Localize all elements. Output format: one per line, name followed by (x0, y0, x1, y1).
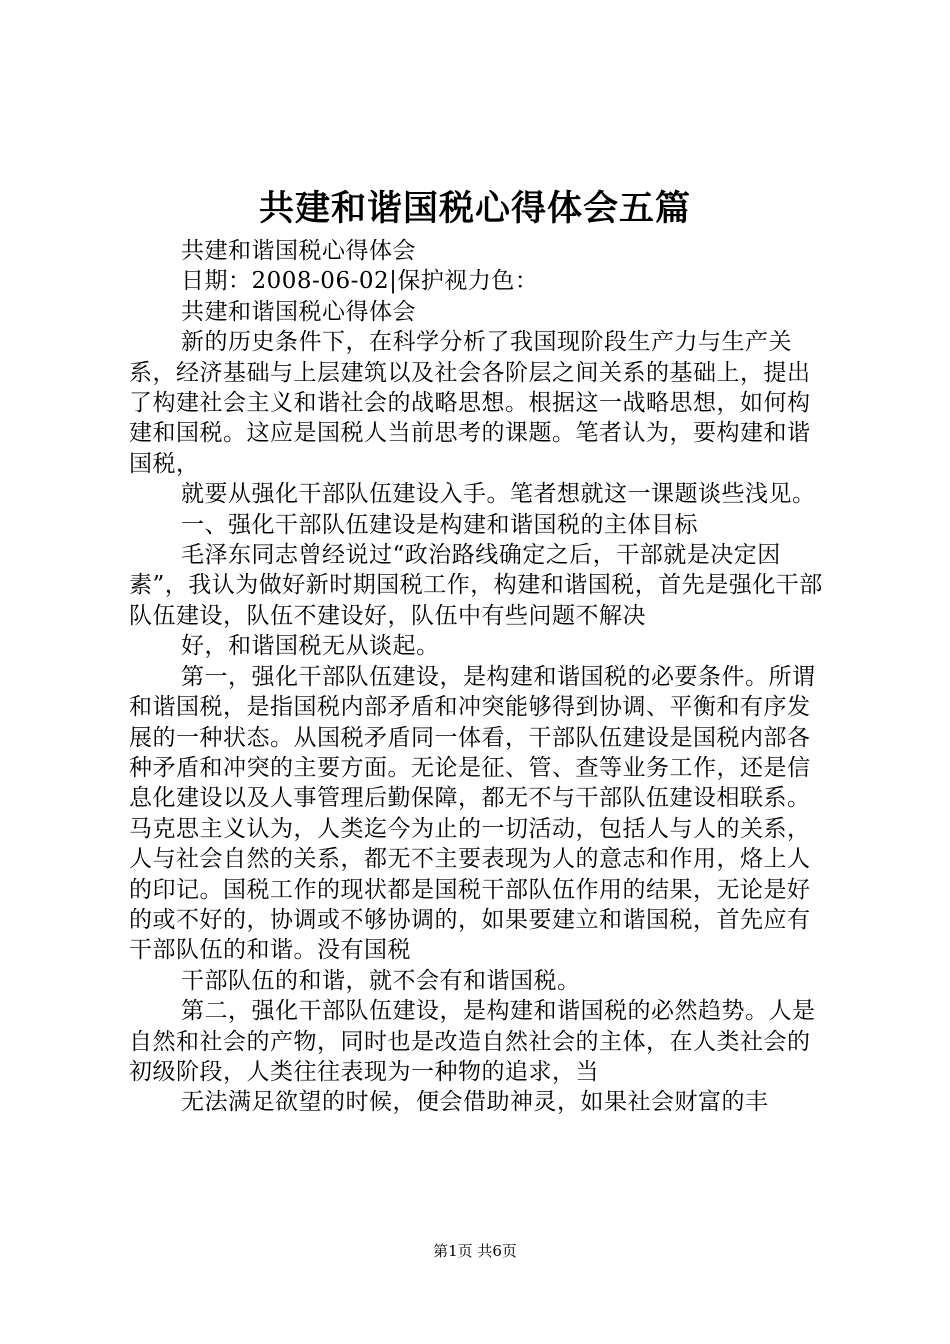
document-body (129, 236, 829, 1118)
paragraph: 第一，强化干部队伍建设，是构建和谐国税的必要条件。所谓和谐国税，是指国税内部矛盾和冲突能够得到协调、平衡和有序发展的一种状态。从国税矛盾同一体看，干部队伍建设是国税内部各种矛盾和冲突的主要方面。无论是征、管、查等业务工作，还是信息化建设以及人事管理后勤保障，都无不与干部队伍建设相联系。马克思主义认为，人类迄今为止的一切活动，包括人与人的关系，人与社会自然的关系，都无不主要表现为人的意志和作用，烙上人的印记。国税工作的现状都是国税干部队伍作用的结果，无论是好的或不好的，协调或不够协调的，如果要建立和谐国税，首先应有干部队伍的和谐。没有国税 (129, 663, 816, 964)
paragraph: 毛泽东同志曾经说过“政治路线确定之后，干部就是决定因素”，我认为做好新时期国税工作，构建和谐国税，首先是强化干部队伍建设，队伍不建设好，队伍中有些问题不解决 (129, 542, 823, 629)
paragraph: 无法满足欲望的时候，便会借助神灵，如果社会财富的丰 (181, 1089, 769, 1116)
page-footer: 第1页 共6页 (433, 1242, 517, 1260)
paragraph-heading: 共建和谐国税心得体会 (181, 298, 416, 325)
paragraph: 新的历史条件下，在科学分析了我国现阶段生产力与生产关系，经济基础与上层建筑以及社会各阶层之间关系的基础上，提出了构建社会主义和谐社会的战略思想。根据这一战略思想，如何构建和国税。这应是国税人当前思考的课题。笔者认为，要构建和谐国税， (129, 329, 811, 477)
paragraph: 干部队伍的和谐，就不会有和谐国税。 (181, 967, 581, 994)
document-title: 共建和谐国税心得体会五篇 (258, 188, 691, 229)
paragraph: 好，和谐国税无从谈起。 (181, 633, 440, 660)
paragraph: 就要从强化干部队伍建设入手。笔者想就这一课题谈些浅见。 (181, 481, 816, 508)
paragraph-date: 日期：2008-06-02|保护视力色： (181, 268, 539, 295)
paragraph: 第二，强化干部队伍建设，是构建和谐国税的必然趋势。人是自然和社会的产物，同时也是改造自然社会的主体，在人类社会的初级阶段，人类往往表现为一种物的追求，当 (129, 998, 816, 1085)
section-heading: 一、强化干部队伍建设是构建和谐国税的主体目标 (181, 511, 698, 538)
paragraph-subtitle: 共建和谐国税心得体会 (181, 238, 416, 264)
